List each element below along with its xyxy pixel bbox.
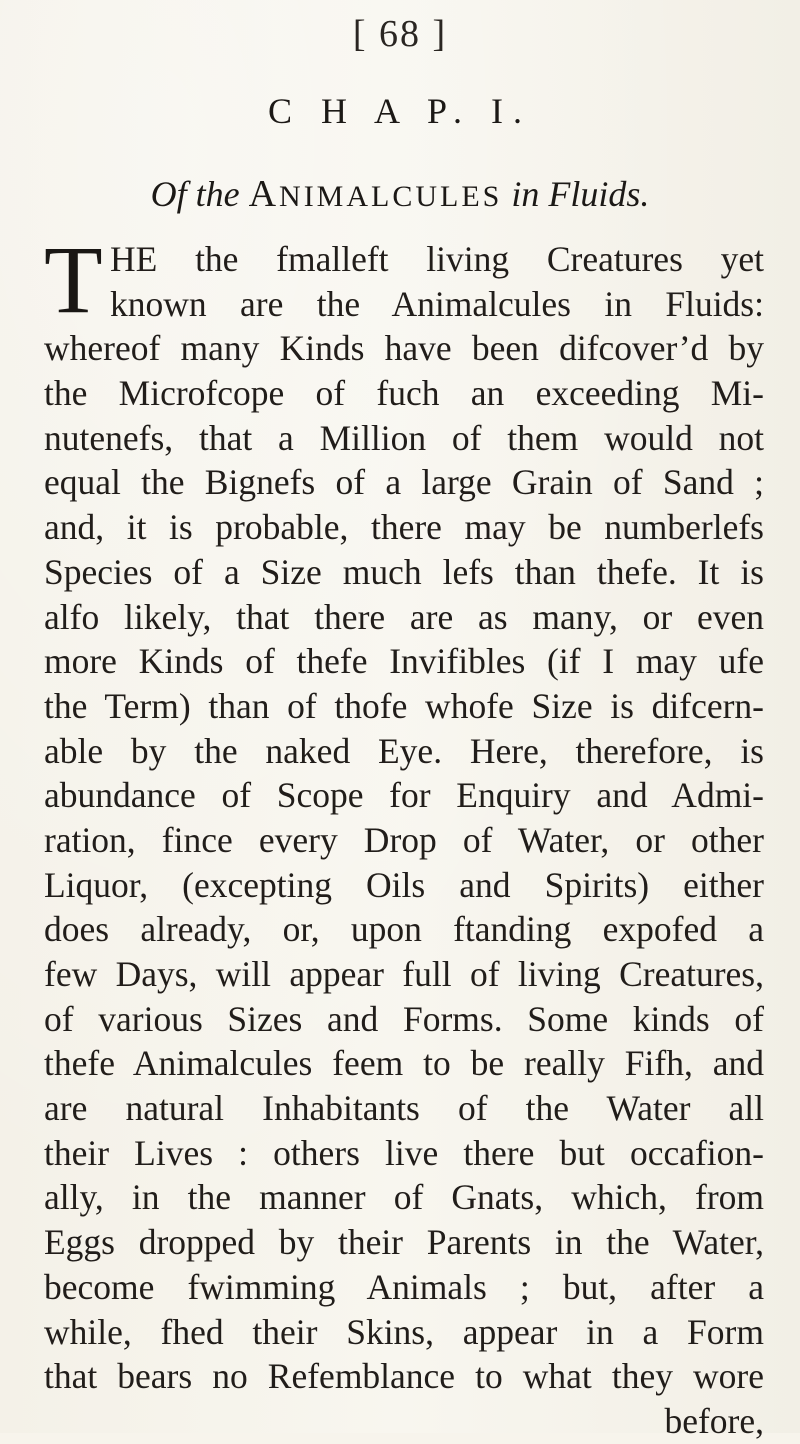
text-line: the Term) than of thofe whofe Size is difcern- [44,685,764,726]
text-line: does already, or, upon ftanding expofed a [44,909,764,950]
section-title-rest: NIMALCULES [279,180,503,213]
text-line: Species of a Size much lefs than thefe. It is [44,551,764,592]
text-line: more Kinds of thefe Invifibles (if I may ufe [44,641,764,682]
text-line: whereof many Kinds have been difcover’d by [44,328,764,369]
body-text [44,226,764,1444]
text-line: few Days, will appear full of living Creatures, [44,954,764,994]
text-line: thefe Animalcules feem to be really Fifh, and [44,1043,764,1084]
text-line: HE the fmalleft living Creatures yet [110,239,764,279]
page-number: [ 68 ] [352,13,448,55]
text-line: of various Sizes and Forms. Some kinds of [44,998,764,1039]
text-line: known are the Animalcules in Fluids: [110,283,764,324]
drop-cap: T [44,226,103,333]
text-line: become fwimming Animals ; but, after a [44,1266,764,1307]
text-line: ration, fince every Drop of Water, or other [44,819,764,860]
text-line: Eggs dropped by their Parents in the Water, [44,1222,764,1263]
catchword: before, [664,1400,764,1441]
text-line: are natural Inhabitants of the Water all [44,1088,764,1129]
section-title-smallcaps [249,174,503,214]
text-line: abundance of Scope for Enquiry and Admi- [44,775,764,816]
text-line: while, fhed their Skins, appear in a Form [44,1311,764,1352]
chapter-heading: C H A P. I. [267,91,533,131]
text-line: that bears no Refemblance to what they wore [44,1356,764,1397]
section-title [0,172,800,216]
section-title-suffix: in Fluids. [511,174,650,214]
text-line: nutenefs, that a Million of them would not [44,417,764,458]
text-line: equal the Bignefs of a large Grain of Sand ; [44,462,764,503]
text-line: alfo likely, that there are as many, or even [44,596,764,637]
text-line: their Lives : others live there but occafion- [44,1132,764,1173]
text-line: able by the naked Eye. Here, therefore, is [44,730,764,771]
text-line: Liquor, (excepting Oils and Spirits) either [44,864,764,905]
section-title-initial: A [248,173,280,215]
text-line: and, it is probable, there may be numberlefs [44,507,764,548]
text-line: the Microfcope of fuch an exceeding Mi- [44,373,764,414]
section-title-prefix: Of the [150,174,240,214]
text-line: ally, in the manner of Gnats, which, from [44,1177,764,1218]
